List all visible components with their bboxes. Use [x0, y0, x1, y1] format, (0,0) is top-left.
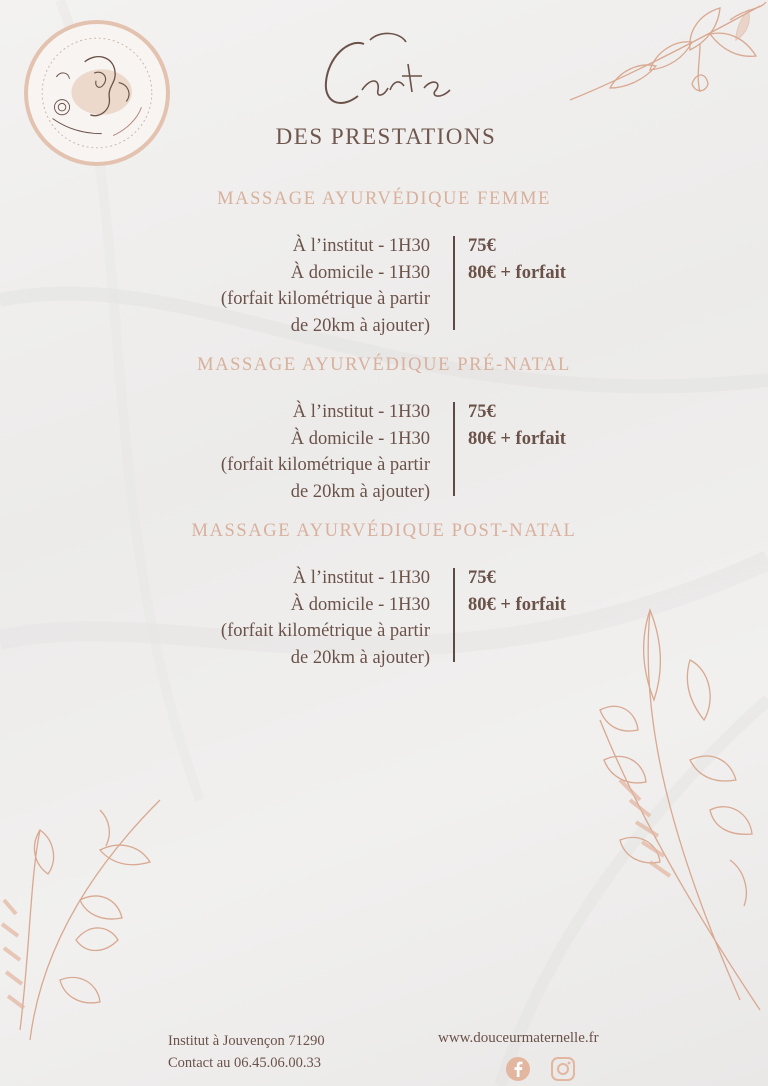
detail-line: (forfait kilométrique à partir	[220, 455, 430, 475]
price-domicile: 80€ + forfait	[468, 262, 566, 283]
service-details-femme	[130, 233, 430, 339]
price-domicile: 80€ + forfait	[468, 428, 566, 449]
prices-prenatal	[468, 399, 668, 452]
price-domicile: 80€ + forfait	[468, 594, 566, 615]
section-title-prenatal: MASSAGE AYURVÉDIQUE PRÉ-NATAL	[197, 355, 571, 375]
section-title-postnatal: MASSAGE AYURVÉDIQUE POST-NATAL	[191, 521, 577, 541]
floral-bottom-left-icon	[0, 790, 170, 1040]
service-details-postnatal	[130, 565, 430, 671]
detail-line: À l’institut - 1H30	[292, 568, 430, 588]
brand-logo	[24, 20, 170, 166]
footer-address: Institut à Jouvençon 71290	[168, 1033, 325, 1049]
floral-top-right-icon	[560, 0, 768, 110]
detail-line: À l’institut - 1H30	[292, 236, 430, 256]
detail-line: de 20km à ajouter)	[290, 647, 430, 668]
detail-line: À l’institut - 1H30	[292, 402, 430, 422]
footer-contact	[168, 1030, 325, 1074]
detail-line: À domicile - 1H30	[290, 594, 430, 615]
detail-line: de 20km à ajouter)	[290, 315, 430, 336]
detail-line: À domicile - 1H30	[290, 262, 430, 283]
instagram-icon[interactable]	[550, 1056, 576, 1082]
title-script	[300, 24, 500, 124]
page-subtitle: DES PRESTATIONS	[275, 124, 497, 149]
floral-right-icon	[580, 600, 768, 1020]
price-divider	[453, 568, 455, 662]
price-institut: 75€	[468, 402, 496, 422]
detail-line: À domicile - 1H30	[290, 428, 430, 449]
service-details-prenatal	[130, 399, 430, 505]
footer-phone[interactable]: Contact au 06.45.06.00.33	[168, 1055, 322, 1071]
detail-line: de 20km à ajouter)	[290, 481, 430, 502]
footer-website[interactable]: www.douceurmaternelle.fr	[438, 1030, 599, 1046]
prices-femme	[468, 233, 668, 286]
price-divider	[453, 402, 455, 496]
section-title-femme: MASSAGE AYURVÉDIQUE FEMME	[217, 189, 551, 209]
price-institut: 75€	[468, 568, 496, 588]
detail-line: (forfait kilométrique à partir	[220, 289, 430, 309]
price-institut: 75€	[468, 236, 496, 256]
price-divider	[453, 236, 455, 330]
detail-line: (forfait kilométrique à partir	[220, 621, 430, 641]
prices-postnatal	[468, 565, 668, 618]
facebook-icon[interactable]	[505, 1056, 531, 1082]
